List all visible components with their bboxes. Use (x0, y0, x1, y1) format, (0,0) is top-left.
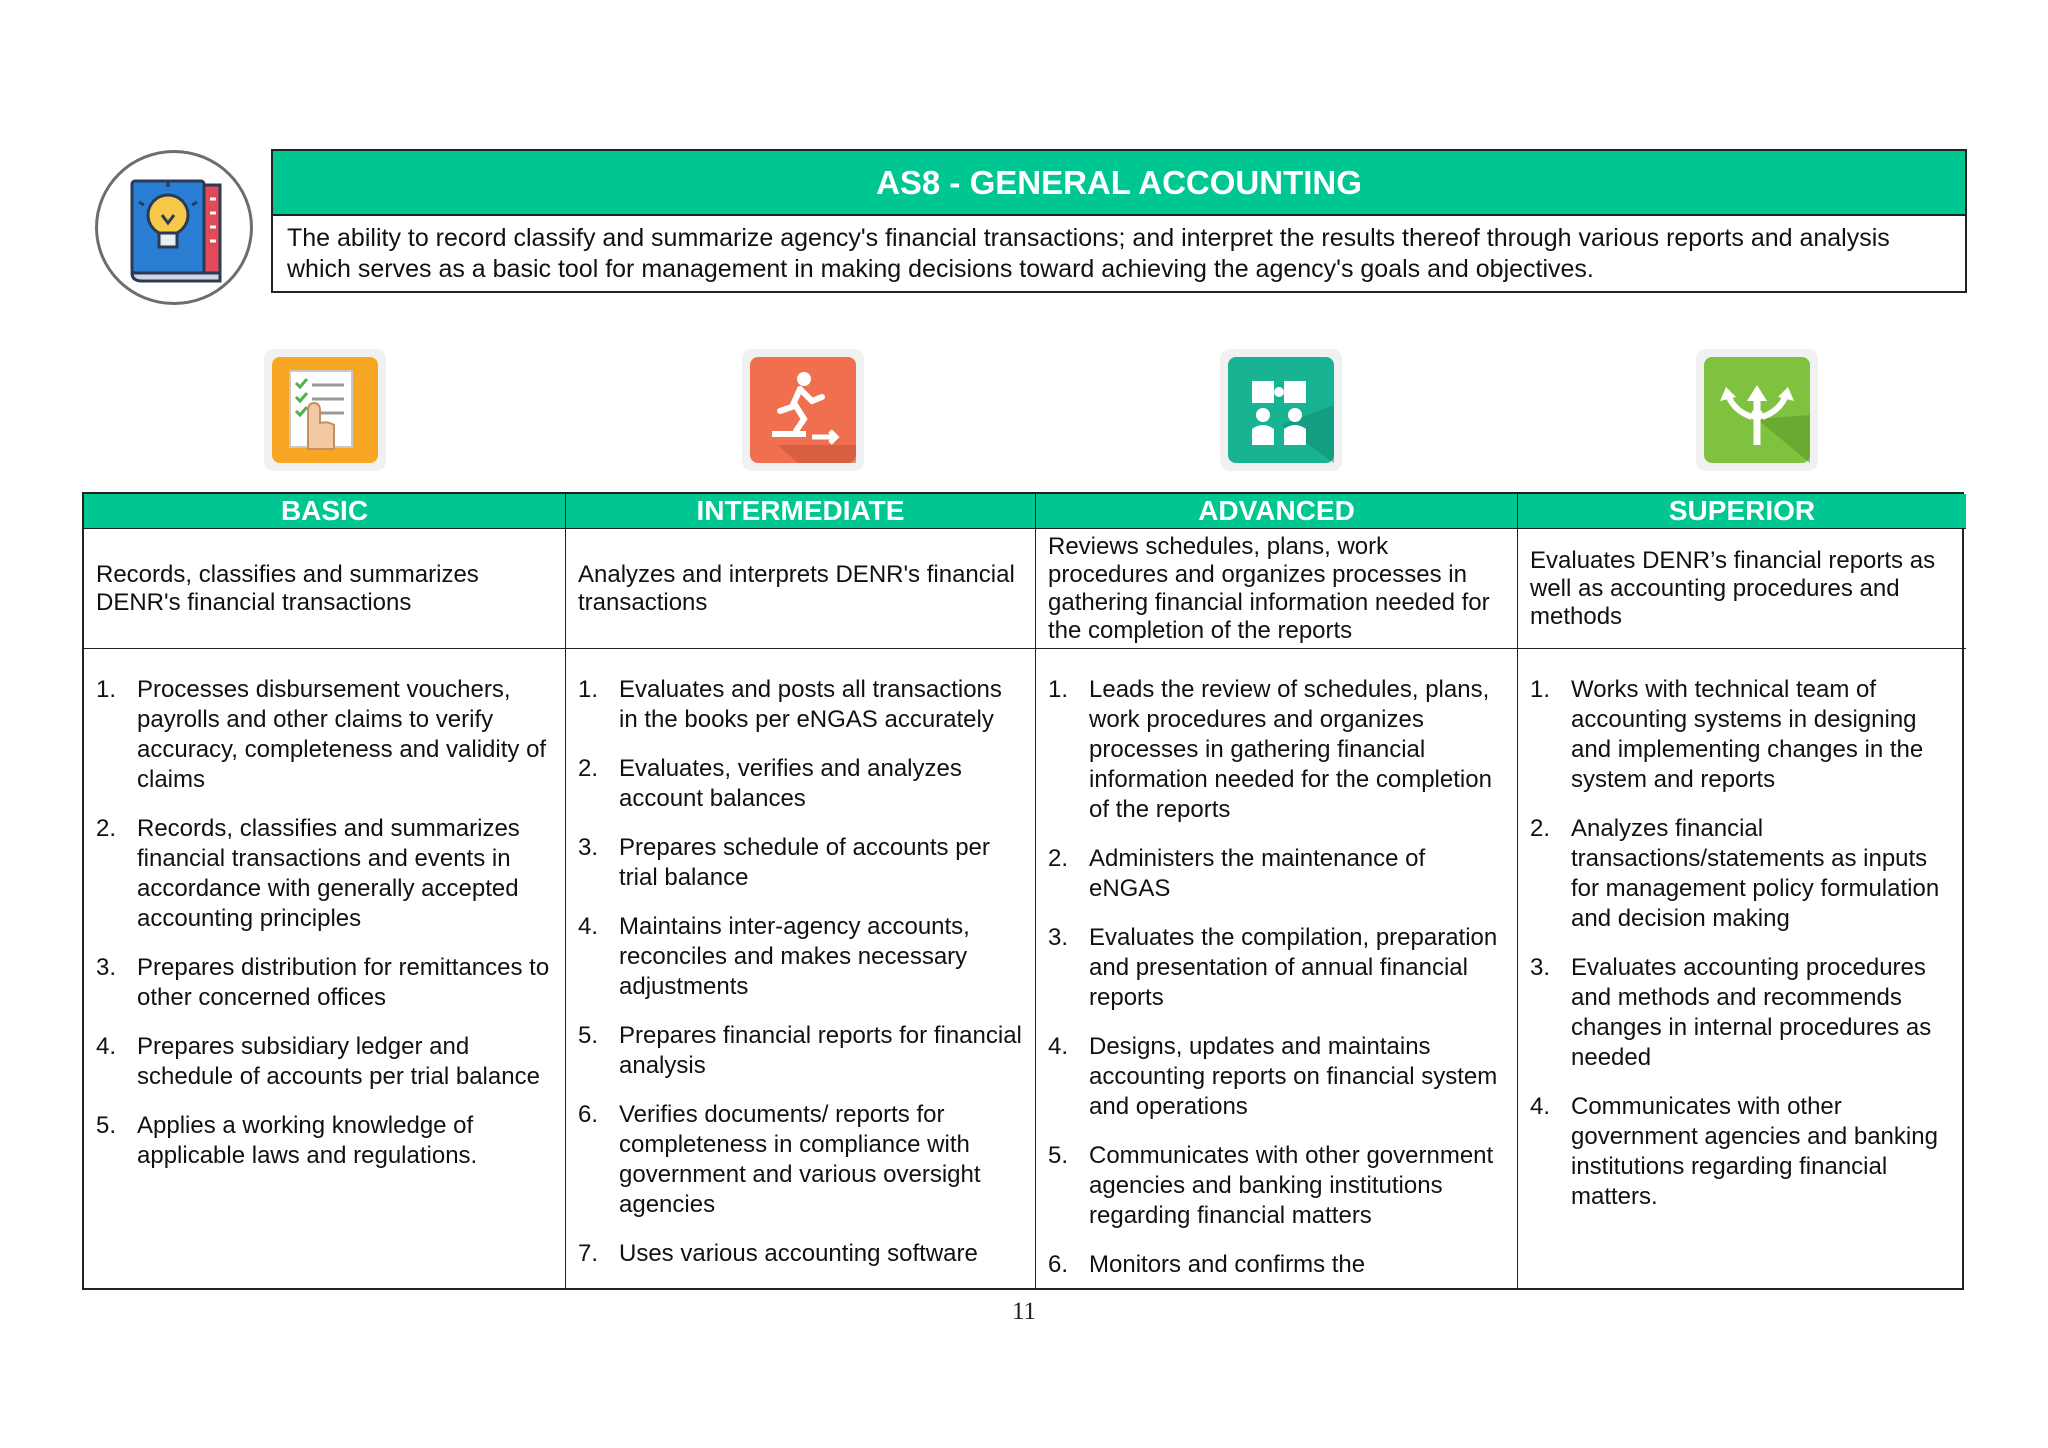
item-number: 7. (578, 1240, 599, 1267)
level-summary-intermediate (566, 529, 1036, 649)
list-item (578, 1100, 1027, 1220)
level-header-superior: SUPERIOR (1518, 494, 1966, 529)
item-number: 4. (1048, 1033, 1069, 1060)
list-item (96, 1032, 557, 1092)
item-number: 4. (96, 1033, 117, 1060)
item-text: Prepares financial reports for financial analysis (619, 1022, 1022, 1079)
list-item (1530, 953, 1958, 1073)
item-text: Communicates with other government agencies and banking institutions regarding financial matters (1089, 1142, 1494, 1229)
item-number: 3. (1048, 924, 1069, 951)
item-number: 5. (96, 1112, 117, 1139)
item-number: 4. (1530, 1093, 1551, 1120)
level-header-advanced: ADVANCED (1036, 494, 1518, 529)
item-text: Records, classifies and summarizes financial transactions and events in accordance with generally accepted accounting principles (137, 815, 520, 932)
list-item (1530, 675, 1958, 795)
list-item (96, 814, 557, 934)
item-text: Verifies documents/ reports for completeness in compliance with government and various oversight agencies (619, 1101, 981, 1218)
level-summary-basic (84, 529, 566, 649)
item-text: Uses various accounting software (619, 1240, 978, 1267)
behavioral-indicators-advanced (1036, 649, 1518, 1288)
item-text: Evaluates the compilation, preparation and presentation of annual financial reports (1089, 924, 1498, 1011)
list-item (1048, 1032, 1509, 1122)
item-number: 2. (578, 755, 599, 782)
item-text: Communicates with other government agencies and banking institutions regarding financial matters. (1571, 1093, 1938, 1210)
lightbulb-book-icon (124, 175, 228, 285)
competency-levels-table (82, 492, 1964, 1290)
item-number: 2. (96, 815, 117, 842)
level-summary-text: Records, classifies and summarizes DENR's financial transactions (96, 560, 479, 616)
page-number: 11 (1011, 1298, 1037, 1325)
advanced-level-icon (1216, 345, 1346, 475)
competency-logo (95, 150, 253, 305)
behavioral-indicators-basic (84, 649, 566, 1288)
list-item (1048, 1141, 1509, 1231)
team-puzzle-icon (1216, 345, 1346, 475)
item-text: Analyzes financial transactions/statements as inputs for management policy formulation and decision making (1571, 815, 1940, 932)
item-text: Administers the maintenance of eNGAS (1089, 845, 1426, 902)
list-item (1048, 675, 1509, 825)
intermediate-level-icon (738, 345, 868, 475)
list-item (578, 1021, 1027, 1081)
list-item (578, 1239, 1027, 1269)
level-header-intermediate: INTERMEDIATE (566, 494, 1036, 529)
item-text: Maintains inter-agency accounts, reconciles and makes necessary adjustments (619, 913, 970, 1000)
item-number: 5. (1048, 1142, 1069, 1169)
item-text: Processes disbursement vouchers, payrolls and other claims to verify accuracy, completeness and validity of claims (137, 676, 547, 793)
competency-title: AS8 - GENERAL ACCOUNTING (273, 151, 1965, 216)
level-summary-text: Analyzes and interprets DENR's financial transactions (578, 560, 1015, 616)
item-text: Evaluates accounting procedures and methods and recommends changes in internal procedures as needed (1571, 954, 1932, 1071)
basic-level-icon (260, 345, 390, 475)
list-item (1530, 1092, 1958, 1212)
list-item (578, 833, 1027, 893)
list-item (96, 1111, 557, 1171)
behavioral-indicators-intermediate (566, 649, 1036, 1288)
item-text: Evaluates and posts all transactions in the books per eNGAS accurately (619, 676, 1002, 733)
level-summary-superior (1518, 529, 1966, 649)
item-number: 6. (578, 1101, 599, 1128)
item-text: Leads the review of schedules, plans, work procedures and organizes processes in gathering financial information needed for the completion of the reports (1089, 676, 1492, 823)
competency-header (271, 149, 1967, 293)
item-text: Prepares subsidiary ledger and schedule of accounts per trial balance (137, 1033, 540, 1090)
item-text: Works with technical team of accounting systems in designing and implementing changes in the system and reports (1571, 676, 1924, 793)
item-number: 5. (578, 1022, 599, 1049)
item-number: 1. (578, 676, 599, 703)
level-header-basic: BASIC (84, 494, 566, 529)
list-item (1048, 844, 1509, 904)
list-item (96, 953, 557, 1013)
list-item (578, 912, 1027, 1002)
list-item (1048, 923, 1509, 1013)
item-text: Designs, updates and maintains accounting reports on financial system and operations (1089, 1033, 1498, 1120)
item-number: 4. (578, 913, 599, 940)
item-number: 2. (1048, 845, 1069, 872)
item-text: Prepares distribution for remittances to other concerned offices (137, 954, 550, 1011)
list-item (96, 675, 557, 795)
list-item (578, 675, 1027, 735)
level-summary-text: Reviews schedules, plans, work procedures and organizes processes in gathering financial information needed for the completion of the reports (1048, 532, 1490, 644)
behavioral-indicators-superior (1518, 649, 1966, 1288)
crossroads-arrows-icon (1692, 345, 1822, 475)
item-number: 6. (1048, 1251, 1069, 1278)
level-summary-text: Evaluates DENR’s financial reports as well as accounting procedures and methods (1530, 546, 1936, 630)
item-text: Prepares schedule of accounts per trial balance (619, 834, 990, 891)
item-number: 3. (1530, 954, 1551, 981)
item-number: 3. (96, 954, 117, 981)
item-number: 1. (1530, 676, 1551, 703)
item-number: 2. (1530, 815, 1551, 842)
running-exit-icon (738, 345, 868, 475)
checklist-hand-icon (260, 345, 390, 475)
item-number: 1. (96, 676, 117, 703)
superior-level-icon (1692, 345, 1822, 475)
item-number: 3. (578, 834, 599, 861)
list-item (578, 754, 1027, 814)
item-text: Monitors and confirms the (1089, 1251, 1366, 1278)
item-number: 1. (1048, 676, 1069, 703)
level-summary-advanced (1036, 529, 1518, 649)
competency-description: The ability to record classify and summarize agency's financial transactions; and interpret the results thereof through various reports and analysis which serves as a basic tool for management in making decisions toward achieving the agency's goals and objectives. (287, 224, 1890, 283)
list-item (1048, 1250, 1509, 1280)
list-item (1530, 814, 1958, 934)
item-text: Evaluates, verifies and analyzes account balances (619, 755, 962, 812)
item-text: Applies a working knowledge of applicable laws and regulations. (137, 1112, 478, 1169)
